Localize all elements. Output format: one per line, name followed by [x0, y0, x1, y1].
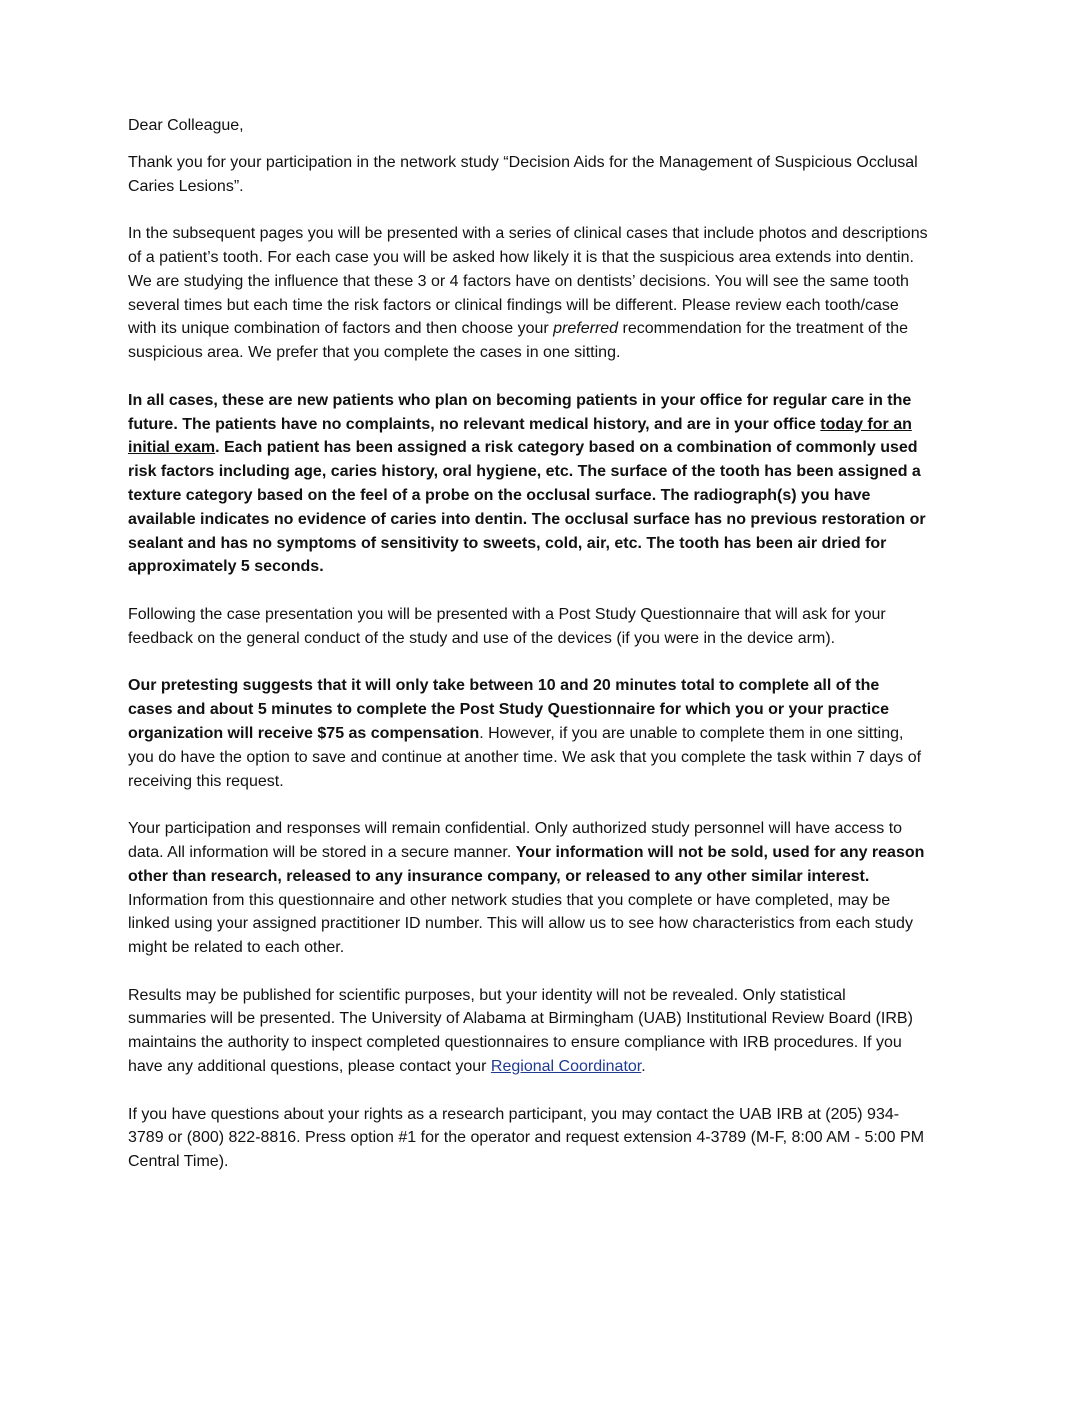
confidentiality-text-b: Information from this questionnaire and other network studies that you complete or have completed, may be linked using your assigned practitioner ID number. This will allow us to see how characteristics from each study might be related to each other.	[128, 891, 913, 957]
paragraph-cases-text-b: recommendation for the treatment of the suspicious area. We prefer that you complete the cases in one sitting.	[128, 320, 908, 362]
patient-conditions-text-a: In all cases, these are new patients who plan on becoming patients in your office for regular care in the future. The patients have no complaints, no relevant medical history, and are in your office	[128, 391, 912, 433]
results-text-a: Results may be published for scientific purposes, but your identity will not be revealed. Only statistical summaries will be presented. The University of Alabama at Birmingham (UAB) Institutional Review Board (IRB) maintains the authority to inspect completed questionnaires to ensure compliance with IRB procedures. If you have any additional questions, please contact your	[128, 986, 913, 1076]
paragraph-cases-text-a: In the subsequent pages you will be presented with a series of clinical cases that include photos and descriptions of a patient’s tooth. For each case you will be asked how likely it is that the suspicious area extends into dentin. We are studying the influence that these 3 or 4 factors have on dentists’ decisions. You will see the same tooth several times but each time the risk factors or clinical findings will be different. Please review each tooth/case with its unique combination of factors and then choose your	[128, 225, 928, 338]
time-compensation-bold: Our pretesting suggests that it will only take between 10 and 20 minutes total to complete all of the cases and about 5 minutes to complete the Post Study Questionnaire for which you or your practice organization will receive $75 as compensation	[128, 677, 890, 742]
paragraph-time-compensation	[128, 674, 928, 793]
paragraph-questionnaire: Following the case presentation you will be presented with a Post Study Questionnaire that will ask for your feedback on the general conduct of the study and use of the devices (if you were in the device arm).	[128, 605, 886, 647]
patient-conditions-text-b: . Each patient has been assigned a risk category based on a combination of commonly used risk factors including age, caries history, oral hygiene, etc. The surface of the tooth has been assigned a texture category based on the feel of a probe on the occlusal surface. The radiograph(s) you have available indicates no evidence of caries into dentin. The occlusal surface has no previous restoration or sealant and has no symptoms of sensitivity to sweets, cold, air, etc. The tooth has been air dried for approximately 5 seconds.	[128, 439, 926, 576]
paragraph-intro: Thank you for your participation in the network study “Decision Aids for the Management of Suspicious Occlusal Caries Lesions”.	[128, 153, 918, 195]
regional-coordinator-link[interactable]: Regional Coordinator	[490, 1058, 642, 1076]
confidentiality-bold: Your information will not be sold, used for any reason other than research, released to any insurance company, or released to any other similar interest.	[128, 843, 925, 885]
time-compensation-text: . However, if you are unable to complete them in one sitting, you do have the option to save and continue at another time. We ask that you complete the task within 7 days of receiving this request.	[128, 724, 922, 790]
salutation: Dear Colleague,	[128, 117, 244, 134]
paragraph-cases-description	[128, 222, 928, 365]
paragraph-confidentiality	[128, 817, 928, 960]
emphasis-preferred: preferred	[553, 320, 619, 338]
letter-body	[128, 114, 928, 1198]
initial-exam-underlined: today for an initial exam	[128, 415, 912, 457]
paragraph-patient-conditions	[128, 389, 928, 579]
results-text-b: .	[641, 1058, 646, 1076]
confidentiality-text-a: Your participation and responses will remain confidential. Only authorized study personnel will have access to data. All information will be stored in a secure manner.	[128, 820, 903, 861]
paragraph-results	[128, 984, 928, 1079]
paragraph-irb-contact: If you have questions about your rights as a research participant, you may contact the UAB IRB at (205) 934-3789 or (800) 822-8816. Press option #1 for the operator and request extension 4-3789 (M-F, 8:00 AM - 5:00 PM Central Time).	[128, 1105, 925, 1171]
